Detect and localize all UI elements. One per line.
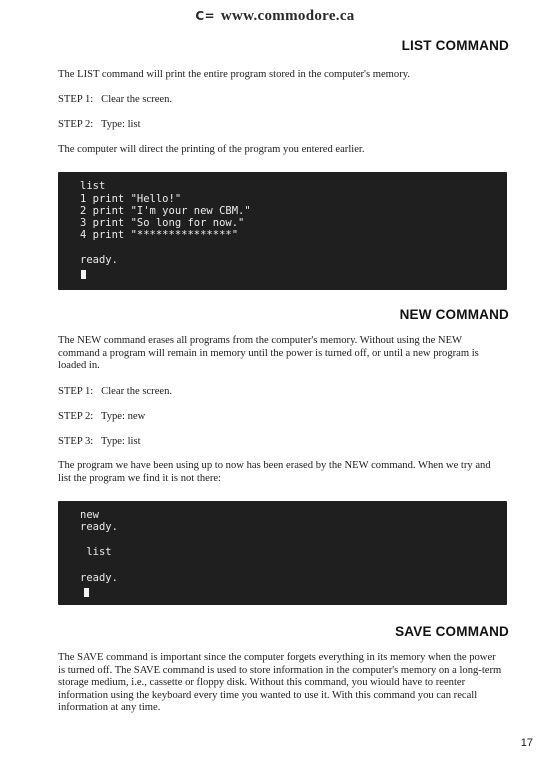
screen-line: ready. [80, 254, 118, 266]
list-after-text: The computer will direct the printing of the program you entered earlier. [58, 144, 365, 155]
new-step-2: STEP 2: Type: new [58, 411, 146, 422]
new-after-text: The program we have been using up to now has been erased by the NEW command. When we try and list the program we find it is not there: [58, 460, 491, 484]
save-command-heading: SAVE COMMAND [395, 624, 509, 639]
screen-line: 3 print "So long for now." [80, 217, 245, 229]
list-step-2: STEP 2: Type: list [58, 119, 141, 130]
watermark [0, 8, 550, 25]
screen-line: 1 print "Hello!" [80, 193, 182, 205]
list-command-heading: LIST COMMAND [401, 38, 509, 53]
commodore-logo-icon: C= [195, 9, 215, 23]
screen-line: ready. [80, 572, 118, 584]
screen-line: 2 print "I'm your new CBM." [80, 205, 251, 217]
new-screen [58, 501, 507, 605]
screen-line: 4 print "***************" [80, 229, 239, 241]
screen-line: ready. [80, 521, 118, 533]
cursor-block [84, 588, 89, 597]
new-step-3: STEP 3: Type: list [58, 436, 141, 447]
screen-line: list [80, 180, 106, 192]
page-number: 17 [520, 737, 533, 749]
list-intro-text: The LIST command will print the entire program stored in the computer's memory. [58, 69, 411, 80]
new-command-heading: NEW COMMAND [399, 307, 509, 322]
list-screen [58, 172, 507, 290]
save-intro-text: The SAVE command is important since the computer forgets everything in its memory when the power is turned off. The SAVE command is used to store information in the computer's memory on a long-term storage medium, i.e., cassette or floppy disk. Without this command, you wiould have to reenter information using the keyboard every time you wanted to use it. With this command you can recall information at any time. [58, 652, 502, 714]
new-step-1: STEP 1: Clear the screen. [58, 386, 173, 397]
new-intro-text: The NEW command erases all programs from the computer's memory. Without using the NEW command a program will remain in memory until the power is turned off, or until a new program is loaded in. [58, 335, 479, 372]
list-step-1: STEP 1: Clear the screen. [58, 94, 173, 105]
screen-line: list [80, 546, 112, 558]
screen-line: new [80, 509, 99, 521]
watermark-url: www.commodore.ca [220, 8, 355, 24]
cursor-block [81, 270, 86, 279]
